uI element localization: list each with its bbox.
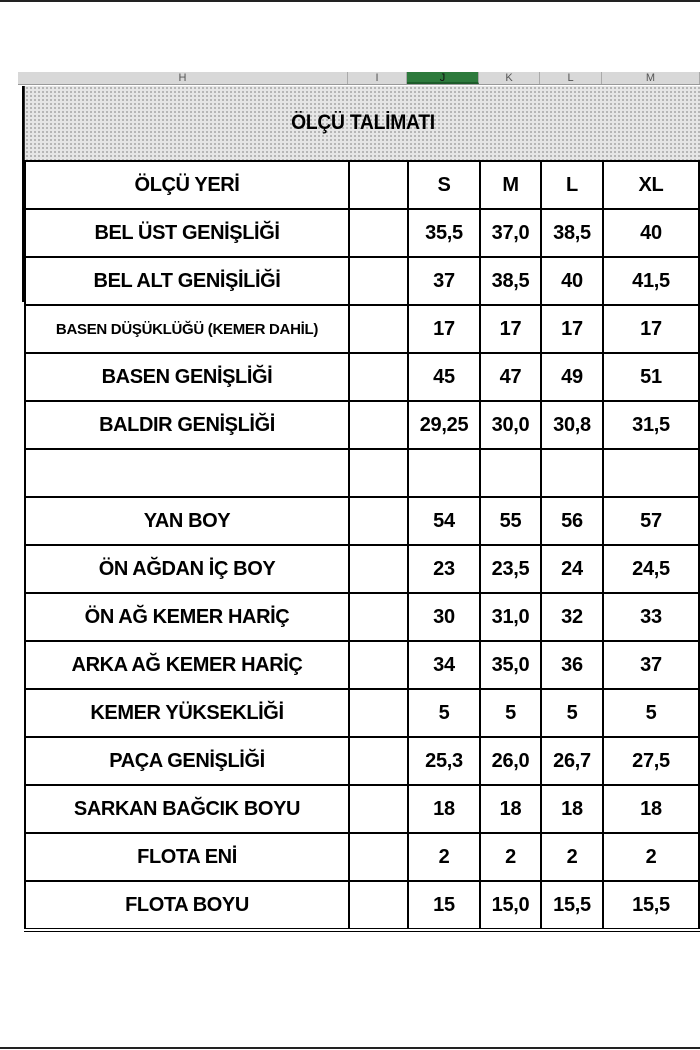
- measurement-value-cell[interactable]: 45: [408, 353, 480, 401]
- measurement-value-cell[interactable]: 5: [480, 689, 541, 737]
- measurement-value-cell[interactable]: 30: [408, 593, 480, 641]
- column-header-j[interactable]: J: [407, 72, 479, 84]
- measurement-value-cell[interactable]: 23,5: [480, 545, 541, 593]
- measurement-value-cell[interactable]: 41,5: [603, 257, 699, 305]
- measurement-value-cell[interactable]: 24,5: [603, 545, 699, 593]
- measurement-value-cell[interactable]: 15,0: [480, 881, 541, 930]
- empty-cell[interactable]: [349, 209, 408, 257]
- measurement-label-cell[interactable]: ARKA AĞ KEMER HARİÇ: [25, 641, 349, 689]
- empty-cell[interactable]: [349, 833, 408, 881]
- measurement-value-cell[interactable]: 17: [603, 305, 699, 353]
- column-header-k[interactable]: K: [479, 72, 540, 84]
- table-row: [25, 641, 699, 689]
- measurement-label-cell[interactable]: YAN BOY: [25, 497, 349, 545]
- header-cell-size[interactable]: XL: [603, 161, 699, 209]
- measurement-value-cell[interactable]: 31,0: [480, 593, 541, 641]
- empty-cell[interactable]: [349, 737, 408, 785]
- measurement-value-cell[interactable]: 40: [541, 257, 603, 305]
- measurement-value-cell[interactable]: 15,5: [603, 881, 699, 930]
- measurement-value-cell[interactable]: 27,5: [603, 737, 699, 785]
- measurement-label-cell[interactable]: BALDIR GENİŞLİĞİ: [25, 401, 349, 449]
- measurement-value-cell[interactable]: 2: [541, 833, 603, 881]
- table-row: [25, 449, 699, 497]
- measurement-value-cell[interactable]: 37: [603, 641, 699, 689]
- empty-cell[interactable]: [349, 785, 408, 833]
- measurement-value-cell[interactable]: 30,0: [480, 401, 541, 449]
- measurement-value-cell[interactable]: 2: [480, 833, 541, 881]
- measurement-value-cell[interactable]: 2: [603, 833, 699, 881]
- measurement-value-cell[interactable]: 24: [541, 545, 603, 593]
- measurement-value-cell[interactable]: 40: [603, 209, 699, 257]
- measurement-value-cell[interactable]: 30,8: [541, 401, 603, 449]
- measurement-value-cell[interactable]: 57: [603, 497, 699, 545]
- empty-cell[interactable]: [349, 449, 408, 497]
- measurement-label-cell[interactable]: PAÇA GENİŞLİĞİ: [25, 737, 349, 785]
- measurement-value-cell[interactable]: 38,5: [541, 209, 603, 257]
- column-header-bar: [18, 72, 700, 85]
- page-title: ÖLÇÜ TALİMATI: [291, 111, 435, 134]
- measurement-value-cell[interactable]: 36: [541, 641, 603, 689]
- header-cell-size[interactable]: M: [480, 161, 541, 209]
- measurement-value-cell[interactable]: [480, 449, 541, 497]
- measurement-label-cell[interactable]: KEMER YÜKSEKLİĞİ: [25, 689, 349, 737]
- column-header-h[interactable]: H: [18, 72, 348, 84]
- measurement-value-cell[interactable]: 47: [480, 353, 541, 401]
- measurement-value-cell[interactable]: 37: [408, 257, 480, 305]
- measurement-value-cell[interactable]: 38,5: [480, 257, 541, 305]
- measurement-value-cell[interactable]: 26,7: [541, 737, 603, 785]
- measurement-value-cell[interactable]: 5: [541, 689, 603, 737]
- measurement-value-cell[interactable]: 18: [408, 785, 480, 833]
- measurement-value-cell[interactable]: 56: [541, 497, 603, 545]
- measurement-value-cell[interactable]: [408, 449, 480, 497]
- measurement-label-cell[interactable]: BEL ALT GENİŞİLİĞİ: [25, 257, 349, 305]
- table-row: [25, 737, 699, 785]
- measurement-value-cell[interactable]: 17: [541, 305, 603, 353]
- measurement-value-cell[interactable]: 33: [603, 593, 699, 641]
- size-chart-table: [24, 160, 700, 932]
- table-row: [25, 497, 699, 545]
- measurement-label-cell[interactable]: [25, 449, 349, 497]
- column-header-i[interactable]: I: [348, 72, 407, 84]
- header-cell-label[interactable]: ÖLÇÜ YERİ: [25, 161, 349, 209]
- measurement-value-cell[interactable]: 49: [541, 353, 603, 401]
- table-row: [25, 305, 699, 353]
- table-row: [25, 257, 699, 305]
- measurement-value-cell[interactable]: 54: [408, 497, 480, 545]
- measurement-value-cell[interactable]: 23: [408, 545, 480, 593]
- header-cell-size[interactable]: S: [408, 161, 480, 209]
- empty-cell[interactable]: [349, 257, 408, 305]
- measurement-value-cell[interactable]: 34: [408, 641, 480, 689]
- table-row: [25, 593, 699, 641]
- empty-cell[interactable]: [349, 641, 408, 689]
- measurement-label-cell[interactable]: ÖN AĞDAN İÇ BOY: [25, 545, 349, 593]
- measurement-value-cell[interactable]: 15,5: [541, 881, 603, 930]
- measurement-value-cell[interactable]: 35,5: [408, 209, 480, 257]
- measurement-label-cell[interactable]: FLOTA ENİ: [25, 833, 349, 881]
- measurement-value-cell[interactable]: 25,3: [408, 737, 480, 785]
- measurement-value-cell[interactable]: 29,25: [408, 401, 480, 449]
- measurement-value-cell[interactable]: 32: [541, 593, 603, 641]
- spreadsheet-sheet: [18, 72, 700, 958]
- measurement-value-cell[interactable]: 18: [603, 785, 699, 833]
- measurement-value-cell[interactable]: [541, 449, 603, 497]
- table-row: [25, 545, 699, 593]
- table-header-row: [25, 161, 699, 209]
- measurement-label-cell[interactable]: BASEN GENİŞLİĞİ: [25, 353, 349, 401]
- table-row: [25, 785, 699, 833]
- measurement-value-cell[interactable]: 2: [408, 833, 480, 881]
- measurement-value-cell[interactable]: 37,0: [480, 209, 541, 257]
- measurement-label-cell[interactable]: BEL ÜST GENİŞLİĞİ: [25, 209, 349, 257]
- measurement-value-cell[interactable]: 18: [541, 785, 603, 833]
- empty-cell[interactable]: [349, 881, 408, 930]
- empty-cell[interactable]: [349, 401, 408, 449]
- measurement-value-cell[interactable]: 15: [408, 881, 480, 930]
- measurement-label-cell[interactable]: ÖN AĞ KEMER HARİÇ: [25, 593, 349, 641]
- header-cell-size[interactable]: L: [541, 161, 603, 209]
- table-row: [25, 209, 699, 257]
- column-header-m[interactable]: M: [602, 72, 700, 84]
- measurement-label-cell[interactable]: SARKAN BAĞCIK BOYU: [25, 785, 349, 833]
- measurement-value-cell[interactable]: 5: [408, 689, 480, 737]
- measurement-value-cell[interactable]: 26,0: [480, 737, 541, 785]
- table-row: [25, 353, 699, 401]
- measurement-value-cell[interactable]: 51: [603, 353, 699, 401]
- table-row: [25, 689, 699, 737]
- measurement-value-cell[interactable]: 35,0: [480, 641, 541, 689]
- empty-cell[interactable]: [349, 353, 408, 401]
- table-row: [25, 881, 699, 930]
- empty-cell[interactable]: [349, 161, 408, 209]
- table-row: [25, 401, 699, 449]
- title-band: [24, 86, 700, 160]
- measurement-value-cell[interactable]: 55: [480, 497, 541, 545]
- measurement-value-cell[interactable]: 18: [480, 785, 541, 833]
- bottom-border: [0, 1047, 700, 1049]
- empty-cell[interactable]: [349, 497, 408, 545]
- empty-cell[interactable]: [349, 305, 408, 353]
- measurement-value-cell[interactable]: 17: [480, 305, 541, 353]
- measurement-value-cell[interactable]: 5: [603, 689, 699, 737]
- measurement-value-cell[interactable]: [603, 449, 699, 497]
- measurement-value-cell[interactable]: 31,5: [603, 401, 699, 449]
- table-row: [25, 833, 699, 881]
- measurement-label-cell[interactable]: FLOTA BOYU: [25, 881, 349, 930]
- measurement-label-cell[interactable]: BASEN DÜŞÜKLÜĞÜ (KEMER DAHİL): [25, 305, 349, 353]
- empty-cell[interactable]: [349, 545, 408, 593]
- top-border: [0, 0, 700, 2]
- empty-cell[interactable]: [349, 593, 408, 641]
- column-header-l[interactable]: L: [540, 72, 602, 84]
- measurement-value-cell[interactable]: 17: [408, 305, 480, 353]
- empty-cell[interactable]: [349, 689, 408, 737]
